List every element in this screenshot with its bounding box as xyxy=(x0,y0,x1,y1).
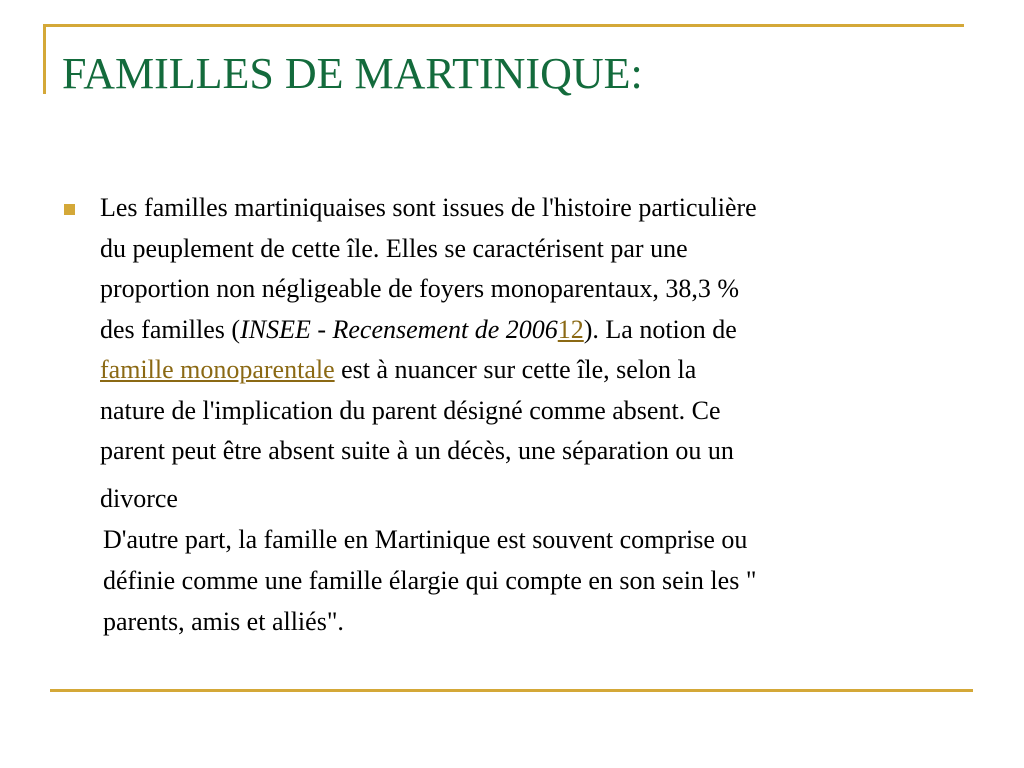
paragraph-line: du peuplement de cette île. Elles se caractérisent par une xyxy=(100,233,688,263)
text-fragment: des familles ( xyxy=(100,314,241,344)
paragraph-line-link xyxy=(100,350,980,391)
paragraph-line: D'autre part, la famille en Martinique est souvent comprise ou xyxy=(103,525,748,554)
paragraph-line: Les familles martiniquaises sont issues de l'histoire particulière xyxy=(100,193,757,222)
paragraph-line: définie comme une famille élargie qui compte en son sein les " xyxy=(103,566,757,595)
text-fragment: est à nuancer sur cette île, selon la xyxy=(334,355,697,384)
paragraph-line: proportion non négligeable de foyers monoparentaux, 38,3 % xyxy=(100,274,739,303)
paragraph-line: divorce xyxy=(100,483,178,513)
left-border-line xyxy=(43,24,46,94)
main-paragraph xyxy=(100,188,980,519)
paragraph-line: parent peut être absent suite à un décès, une séparation ou un xyxy=(100,436,734,465)
paragraph-line-source xyxy=(100,310,980,351)
footnote-link[interactable]: 12 xyxy=(557,314,584,344)
square-bullet-icon xyxy=(64,204,75,215)
paragraph-line: nature de l'implication du parent désigné comme absent. Ce xyxy=(100,395,721,425)
top-border-line xyxy=(43,24,964,27)
slide-title: FAMILLES DE MARTINIQUE: xyxy=(62,49,643,98)
bottom-border-line xyxy=(50,689,973,692)
source-citation: INSEE - Recensement de 2006 xyxy=(240,314,558,344)
paragraph-line: parents, amis et alliés". xyxy=(103,607,344,636)
famille-monoparentale-link[interactable]: famille monoparentale xyxy=(100,355,335,384)
second-paragraph xyxy=(103,519,983,642)
text-fragment: ). La notion de xyxy=(583,314,737,344)
